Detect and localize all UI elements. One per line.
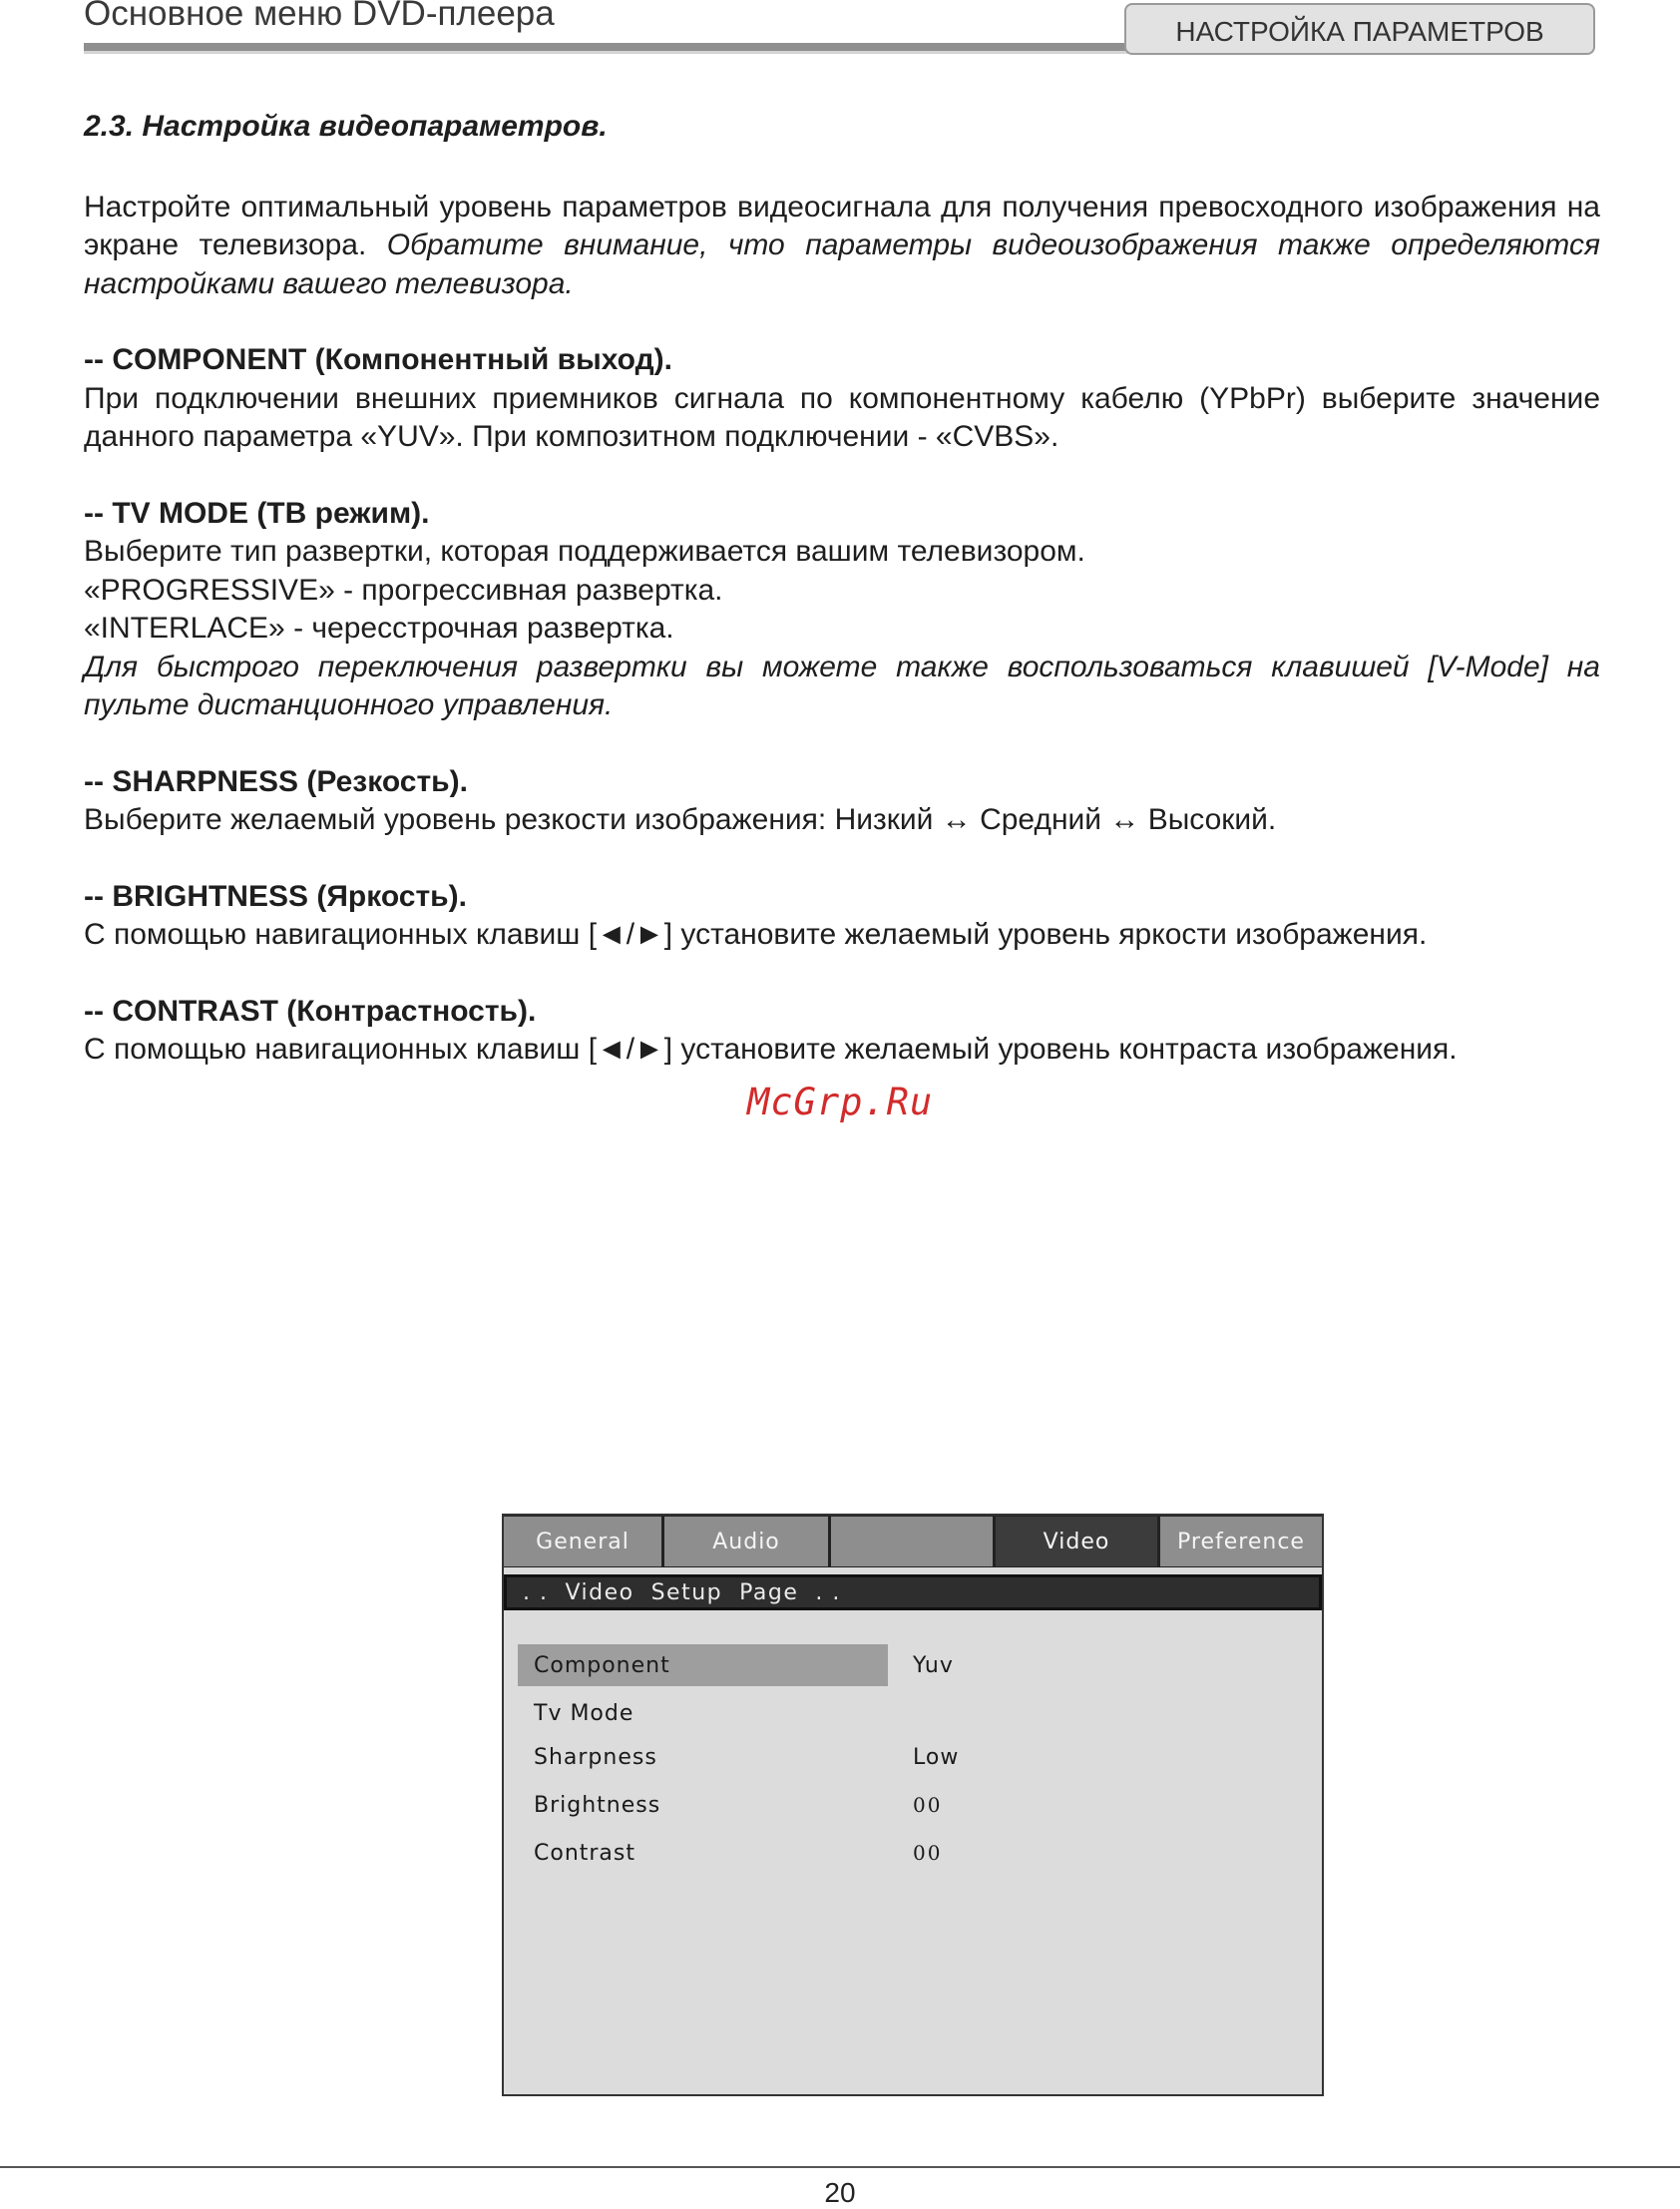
menu-row-label: Component	[518, 1644, 888, 1686]
section-badge: НАСТРОЙКА ПАРАМЕТРОВ	[1124, 3, 1595, 55]
menu-row-label: Sharpness	[534, 1744, 657, 1770]
menu-row-component[interactable]	[518, 1644, 1296, 1686]
menu-row-value: 00	[913, 1841, 943, 1865]
intro-text: Настройте оптимальный уровень параметров видеосигнала для получения превосходного изображения на экране телевизора.	[84, 190, 1600, 261]
page-number: 20	[824, 2177, 856, 2208]
menu-tabs	[504, 1516, 1322, 1567]
menu-row-label: Contrast	[534, 1840, 636, 1866]
menu-row-label: Brightness	[534, 1792, 661, 1818]
menu-row-brightness[interactable]	[518, 1784, 1296, 1826]
intro-note: Обратите внимание, что параметры видеоизображения также определяются настройками вашего телевизора.	[84, 228, 1600, 300]
section-title: 2.3. Настройка видеопараметров.	[84, 110, 608, 143]
intro-paragraph	[84, 189, 1600, 304]
menu-row-value: 00	[913, 1793, 943, 1817]
menu-row-contrast[interactable]	[518, 1832, 1296, 1874]
tv-mode-progressive: «PROGRESSIVE» - прогрессивная развертка.	[84, 573, 723, 607]
contrast-text: С помощью навигационных клавиш [◄/►] установите желаемый уровень контраста изображения.	[84, 1033, 1458, 1066]
footer-rule	[0, 2166, 1680, 2168]
tv-mode-heading: -- TV MODE (ТВ режим).	[84, 496, 430, 530]
menu-row-sharpness[interactable]	[518, 1736, 1296, 1778]
tab-general[interactable]: General	[504, 1517, 664, 1566]
page-title-bar: . . Video Setup Page . .	[504, 1574, 1322, 1610]
tv-mode-note: Для быстрого переключения развертки вы можете также воспользоваться клавишей [V-Mode] на пульте дистанционного управления.	[84, 650, 1600, 721]
video-setup-menu	[502, 1514, 1324, 2096]
header-rule	[84, 43, 1131, 51]
sharpness-text: Выберите желаемый уровень резкости изображения: Низкий ↔ Средний ↔ Высокий.	[84, 803, 1277, 836]
menu-row-value: Yuv	[913, 1652, 954, 1678]
tv-mode-text: Выберите тип развертки, которая поддерживается вашим телевизором.	[84, 535, 1085, 568]
tab-audio[interactable]: Audio	[664, 1517, 831, 1566]
tv-mode-interlace: «INTERLACE» - чересстрочная развертка.	[84, 612, 674, 645]
tab-video[interactable]: Video	[996, 1517, 1160, 1566]
brightness-heading: -- BRIGHTNESS (Яркость).	[84, 879, 467, 913]
running-header-title: Основное меню DVD-плеера	[84, 0, 555, 33]
tab-blank[interactable]	[831, 1517, 996, 1566]
component-heading: -- COMPONENT (Компонентный выход).	[84, 343, 672, 376]
sharpness-heading: -- SHARPNESS (Резкость).	[84, 764, 468, 798]
tab-preference[interactable]: Preference	[1160, 1517, 1322, 1566]
contrast-heading: -- CONTRAST (Контрастность).	[84, 994, 537, 1028]
menu-row-tv-mode[interactable]	[518, 1692, 1296, 1734]
header-rule-shadow	[84, 51, 1131, 54]
watermark: McGrp.Ru	[747, 1081, 934, 1123]
brightness-text: С помощью навигационных клавиш [◄/►] установите желаемый уровень яркости изображения.	[84, 918, 1428, 951]
menu-row-value: Low	[913, 1744, 960, 1770]
component-text: При подключении внешних приемников сигнала по компонентному кабелю (YPbPr) выберите значение данного параметра «YUV». При композитном подключении - «CVBS».	[84, 381, 1600, 453]
body-text	[84, 108, 1600, 1070]
menu-row-label: Tv Mode	[534, 1700, 634, 1726]
